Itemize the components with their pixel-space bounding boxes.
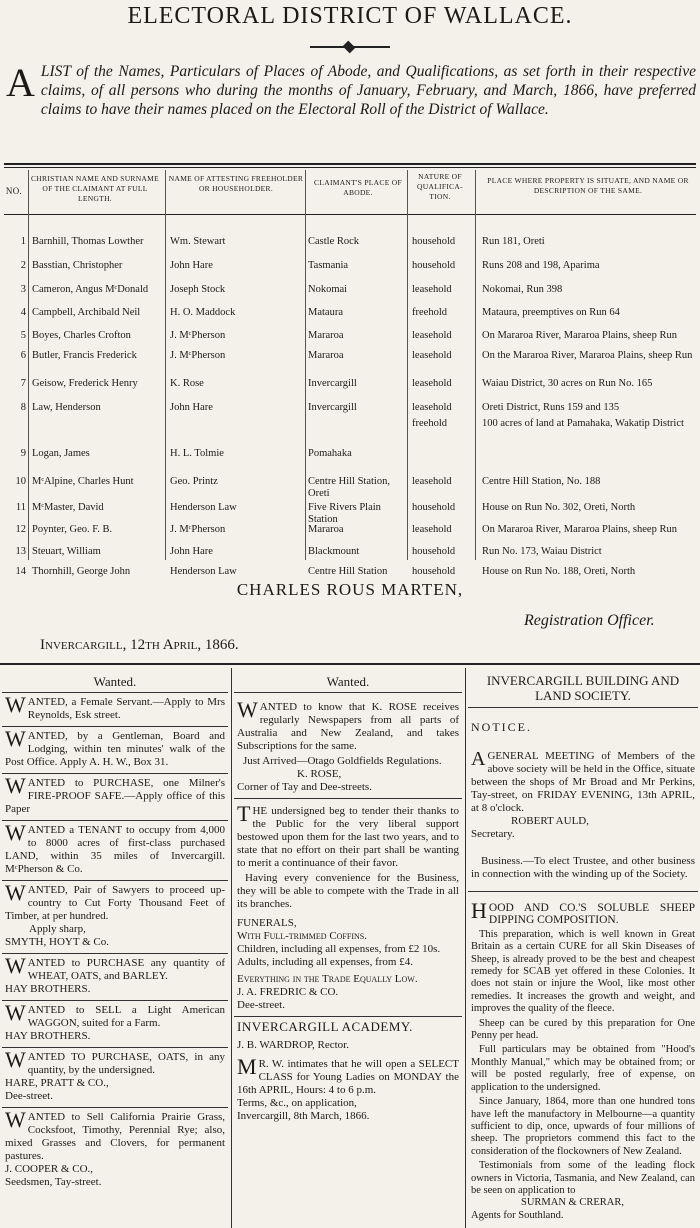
ad-extra: Apply sharp, <box>29 923 86 935</box>
table-cell-attest: H. O. Maddock <box>170 307 236 318</box>
ad-text2: Having every convenience for the Business, they will be able to compete with the Trade in all its branches. <box>237 872 459 910</box>
table-cell-place: Run 181, Oreti <box>482 236 545 247</box>
rector-line: J. B. WARDROP, Rector. <box>237 1039 349 1051</box>
wanted-ad <box>2 1108 228 1193</box>
ad-sign: J. A. FREDRIC & CO. <box>237 986 339 998</box>
table-cell-no: 13 <box>15 546 26 557</box>
drop-cap-w: W <box>5 820 26 845</box>
table-cell-name: Butler, Francis Frederick <box>32 350 137 361</box>
funerals-heading: FUNERALS, <box>237 917 297 929</box>
wanted-ad <box>2 774 228 821</box>
ad-sign2: Seedsmen, Tay-street. <box>5 1176 102 1188</box>
table-cell-attest: K. Rose <box>170 378 204 389</box>
section-rule <box>0 663 700 665</box>
table-cell-no: 12 <box>15 524 26 535</box>
ad-text: ANTED, a Female Servant.—Apply to Mrs Reynolds, Esk street. <box>27 696 225 721</box>
table-cell-no: 10 <box>15 476 26 487</box>
col-line <box>305 170 306 560</box>
table-cell-attest: Henderson Law <box>170 566 237 577</box>
table-top-rule-2 <box>4 167 696 168</box>
header-name: CHRISTIAN NAME AND SURNAME OF THE CLAIMANT AT FULL LENGTH. <box>30 174 160 203</box>
table-cell-attest: John Hare <box>170 260 213 271</box>
table-cell-nature: household <box>412 546 456 557</box>
col-line <box>28 170 29 560</box>
table-cell-place: Oreti District, Runs 159 and 135 <box>482 402 620 413</box>
table-cell-abode: Blackmount <box>308 546 360 557</box>
table-cell-nature: freehold <box>412 307 447 318</box>
header-abode: CLAIMANT'S PLACE OF ABODE. <box>314 178 402 197</box>
table-cell-no: 8 <box>20 402 26 413</box>
ad-sign: K. ROSE, <box>297 768 342 780</box>
ad-text: ANTED to PURCHASE, one Milner's FIRE-PROOF SAFE.—Apply office of this Paper <box>5 777 225 815</box>
table-cell-abode: Mararoa <box>308 330 344 341</box>
table-cell-place: Nokomai, Run 398 <box>482 284 563 295</box>
table-cell-no: 7 <box>20 378 26 389</box>
society-ad <box>468 708 698 892</box>
hood-p5: Testimonials from some of the leading flock owners in Victoria, Tasmania, and New Zealand, can be seen on application to <box>471 1160 695 1196</box>
table-cell-no: 14 <box>15 566 26 577</box>
drop-cap: A <box>6 60 35 105</box>
table-cell-attest: H. L. Tolmie <box>170 448 224 459</box>
table-cell-no: 5 <box>20 330 26 341</box>
wanted-ad <box>2 693 228 727</box>
col2-heading: Wanted. <box>234 673 462 693</box>
table-cell-name: Logan, James <box>32 448 90 459</box>
table-cell-nature: freehold <box>412 418 447 429</box>
table-cell-place: House on Run No. 302, Oreti, North <box>482 502 636 513</box>
children-price: Children, including all expenses, from £2 10s. <box>237 943 441 955</box>
table-cell-attest: Geo. Printz <box>170 476 218 487</box>
drop-cap-w: W <box>5 880 26 905</box>
table-cell-name: Campbell, Archibald Neil <box>32 307 141 318</box>
table-cell-place: Centre Hill Station, No. 188 <box>482 476 601 487</box>
drop-cap-w: W <box>237 697 258 722</box>
table-cell-nature: household <box>412 236 456 247</box>
table-top-rule <box>4 163 696 165</box>
table-cell-attest: John Hare <box>170 402 213 413</box>
ad-extra: Just Arrived—Otago Goldfields Regulations. <box>243 755 442 767</box>
table-cell-no: 4 <box>20 307 26 318</box>
table-cell-nature: leasehold <box>412 284 452 295</box>
ad-text: ANTED to SELL a Light American WAGGON, suited for a Farm. <box>27 1004 225 1029</box>
academy-ad <box>234 1017 462 1127</box>
drop-cap-w: W <box>5 1047 26 1072</box>
wanted-ad <box>2 954 228 1001</box>
header-rule <box>4 214 696 215</box>
drop-cap-w: W <box>5 1107 26 1132</box>
table-cell-name: MᶜAlpine, Charles Hunt <box>32 476 134 487</box>
table-cell-nature: leasehold <box>412 402 452 413</box>
drop-cap-w: W <box>5 953 26 978</box>
society-heading: INVERCARGILL BUILDING AND LAND SOCIETY. <box>468 673 698 708</box>
table-cell-place: On Mararoa River, Mararoa Plains, sheep Run <box>482 524 677 535</box>
meeting-text: GENERAL MEETING of Members of the above society will be held in the Office, situate between the shops of Mr Broad and Mr Perkins, Tay-street, on FRIDAY EVENING, 13th APRIL, at 8 o'clock. <box>471 750 695 814</box>
table-cell-abode: Nokomai <box>308 284 348 295</box>
ad-text: R. W. intimates that he will open a SELECT CLASS for Young Ladies on MONDAY the 16th APRIL, Hours: 4 to 6 p.m. <box>237 1058 459 1096</box>
table-cell-place: Runs 208 and 198, Aparima <box>482 260 600 271</box>
table-cell-attest: Wm. Stewart <box>170 236 226 247</box>
table-cell-name: Barnhill, Thomas Lowther <box>32 236 144 247</box>
col1-ads <box>2 693 228 1193</box>
table-cell-attest: J. MᶜPherson <box>170 330 226 341</box>
hood-ad <box>468 892 698 1226</box>
officer-title: Registration Officer. <box>524 612 655 629</box>
col1-heading: Wanted. <box>2 673 228 693</box>
academy-heading: INVERCARGILL ACADEMY. <box>237 1019 413 1034</box>
table-cell-abode: Invercargill <box>308 378 357 389</box>
table-cell-attest: J. MᶜPherson <box>170 350 226 361</box>
table-cell-name: Basstian, Christopher <box>32 260 123 271</box>
table-cell-name: Steuart, William <box>32 546 101 557</box>
table-cell-name: Thornhill, George John <box>32 566 131 577</box>
adults-price: Adults, including all expenses, from £4. <box>237 956 413 968</box>
wanted-ad <box>2 1001 228 1048</box>
table-cell-abode: Castle Rock <box>308 236 360 247</box>
table-cell-abode: Centre Hill Station, Oreti <box>308 476 390 499</box>
business-text: Business.—To elect Trustee, and other business in connection with the winding up of the Society. <box>471 855 695 880</box>
ad-sign: J. COOPER & CO., <box>5 1163 94 1175</box>
wanted-ad <box>2 821 228 881</box>
table-cell-abode: Mataura <box>308 307 343 318</box>
coffins-line: With Full-trimmed Coffins. <box>237 930 367 942</box>
table-cell-place: House on Run No. 188, Oreti, North <box>482 566 636 577</box>
drop-cap-w: W <box>5 692 26 717</box>
table-cell-abode: Mararoa <box>308 350 344 361</box>
ad-text: ANTED to PURCHASE any quantity of WHEAT, OATS, and BARLEY. <box>27 957 225 982</box>
ad-text: ANTED, by a Gentleman, Board and Lodging, within ten minutes' walk of the Post Office. Apply A. H. W., Box 31. <box>5 730 225 768</box>
ad-sign2: Dee-street. <box>237 999 285 1011</box>
table-cell-place: On the Mararoa River, Mararoa Plains, sheep Run <box>482 350 693 361</box>
table-cell-no: 1 <box>20 236 26 247</box>
academy-date: Invercargill, 8th March, 1866. <box>237 1110 370 1122</box>
table-cell-nature: leasehold <box>412 330 452 341</box>
ad-sign2: Agents for Southland. <box>471 1209 564 1221</box>
table-cell-nature: leasehold <box>412 350 452 361</box>
table-cell-place: On Mararoa River, Mararoa Plains, sheep Run <box>482 330 677 341</box>
column-divider <box>231 668 232 1228</box>
ad-sign: SURMAN & CRERAR, <box>521 1197 624 1209</box>
ad-sign: SMYTH, HOYT & Co. <box>5 936 110 948</box>
table-cell-attest: John Hare <box>170 546 213 557</box>
table-cell-nature: household <box>412 502 456 513</box>
ad-sign: HAY BROTHERS. <box>5 983 91 995</box>
wanted-ad <box>2 881 228 954</box>
table-cell-name: Law, Henderson <box>32 402 101 413</box>
table-cell-no: 9 <box>20 448 26 459</box>
header-nature: NATURE OF QUALIFICA- TION. <box>417 172 463 201</box>
col-line <box>407 170 408 560</box>
column-2 <box>234 673 462 1228</box>
drop-cap-a: A <box>471 748 486 770</box>
ad-text: ANTED TO PURCHASE, OATS, in any quantity, by the undersigned. <box>27 1051 225 1076</box>
ad-text: HE undersigned beg to tender their thanks to the Public for the very liberal support bestowed upon them for the last two years, and to state that no effort on their part shall be wanting to merit a continuance of their favor. <box>237 805 459 869</box>
table-cell-no: 6 <box>20 350 26 361</box>
table-cell-name: Geisow, Frederick Henry <box>32 378 138 389</box>
table-cell-nature: leasehold <box>412 476 452 487</box>
table-cell-attest: Joseph Stock <box>170 284 226 295</box>
officer-name: CHARLES ROUS MARTEN, <box>236 580 464 599</box>
hood-p2: Sheep can be cured by this preparation for One Penny per head. <box>471 1017 695 1042</box>
col-line <box>475 170 476 560</box>
fredric-ad <box>234 799 462 1017</box>
dateline: Invercargill, 12th April, 1866. <box>40 637 239 653</box>
table-cell-abode: Tasmania <box>308 260 349 271</box>
ad-sign: ROBERT AULD, <box>511 815 589 827</box>
table-cell-place: Run No. 173, Waiau District <box>482 546 602 557</box>
header-attest: NAME OF ATTESTING FREEHOLDER OR HOUSEHOLDER. <box>168 174 304 193</box>
table-cell-attest: Henderson Law <box>170 502 237 513</box>
drop-cap-m: M <box>237 1054 257 1079</box>
table-cell-abode: Invercargill <box>308 402 357 413</box>
hood-heading: OOD AND CO.'S SOLUBLE SHEEP DIPPING COMPOSITION. <box>488 902 695 927</box>
table-cell-abode: Centre Hill Station <box>308 566 388 577</box>
wanted-ad <box>2 727 228 774</box>
ad-sign: HAY BROTHERS. <box>5 1030 91 1042</box>
col-line <box>165 170 166 560</box>
ad-sign2: Secretary. <box>471 828 515 840</box>
ad-text: ANTED to Sell California Prairie Grass, Cocksfoot, Timothy, Perennial Rye; also, mixed Grasses and Clovers, for permanent pastures. <box>5 1111 225 1162</box>
drop-cap-t: T <box>237 801 251 826</box>
intro-paragraph <box>6 62 696 119</box>
table-cell-abode: Mararoa <box>308 524 344 535</box>
column-divider <box>465 668 466 1228</box>
table-cell-name: Boyes, Charles Crofton <box>32 330 131 341</box>
intro-text: LIST of the Names, Particulars of Places of Abode, and Qualifications, as set forth in their respective claims, of all persons who during the months of January, February, and March, 1866, have preferred claims to have their names placed on the Electoral Roll of the District of Wallace. <box>40 63 696 118</box>
table-cell-abode: Pomahaka <box>308 448 352 459</box>
drop-cap-h: H <box>471 898 487 923</box>
table-cell-place: Mataura, preemptives on Run 64 <box>482 307 620 318</box>
table-cell-no: 3 <box>20 284 26 295</box>
table-cell-no: 11 <box>15 502 26 513</box>
terms-line: Terms, &c., on application, <box>237 1097 357 1109</box>
table-cell-nature: leasehold <box>412 378 452 389</box>
page-title: ELECTORAL DISTRICT OF WALLACE. <box>127 3 573 29</box>
ad-sign: HARE, PRATT & CO., <box>5 1077 109 1089</box>
hood-p4: Since January, 1864, more than one hundred tons have left the manufactory in Melbourne—a quantity sufficient to dip, once, upwards of four millions of sheep. The proprietors commend this fact to the consideration of the flockowners of New Zealand. <box>471 1096 695 1157</box>
table-cell-name: Cameron, Angus MᶜDonald <box>32 284 149 295</box>
ad-text: ANTED, Pair of Sawyers to proceed up-country to Cut Forty Thousand Feet of Timber, at per hundred. <box>5 884 225 922</box>
ad-text: ANTED to know that K. ROSE receives regularly Newspapers from all parts of Australia and New Zealand, and takes Subscriptions for the same. <box>237 701 459 752</box>
drop-cap-w: W <box>5 1000 26 1025</box>
table-cell-place: 100 acres of land at Pamahaka, Wakatip District <box>482 418 684 429</box>
notice-heading: NOTICE. <box>471 720 532 734</box>
table-cell-name: MᶜMaster, David <box>32 502 104 513</box>
header-no: NO. <box>5 186 23 196</box>
drop-cap-w: W <box>5 773 26 798</box>
hood-p1: This preparation, which is well known in Great Britain as a certain CURE for all Skin Diseases of Sheep, is already proved to be the best and cheapest remedy for SCAB yet offered in these Colonies. It does not stain or injure the Wool, like most other remedies. It increases the growth and weight, and improves the quality of the fleece. <box>471 928 695 1015</box>
title-ornament <box>310 46 390 48</box>
hood-p3: Full particulars may be obtained from "Hood's Monthly Manual," which may be obtained from; or will be posted regularly, free of expense, on application to the undersigned. <box>471 1044 695 1093</box>
table-cell-nature: household <box>412 260 456 271</box>
drop-cap-w: W <box>5 726 26 751</box>
table-cell-nature: household <box>412 566 456 577</box>
table-cell-place: Waiau District, 30 acres on Run No. 165 <box>482 378 653 389</box>
table-cell-attest: J. MᶜPherson <box>170 524 226 535</box>
table-cell-nature: leasehold <box>412 524 452 535</box>
column-3 <box>468 673 698 1228</box>
k-rose-ad <box>234 693 462 799</box>
ad-sign2: Dee-street. <box>5 1090 53 1102</box>
table-cell-name: Poynter, Geo. F. B. <box>32 524 113 535</box>
ad-sign2: Corner of Tay and Dee-streets. <box>237 781 372 793</box>
header-place: PLACE WHERE PROPERTY IS SITUATE, AND NAME OR DESCRIPTION OF THE SAME. <box>487 176 689 195</box>
ad-text: ANTED a TENANT to occupy from 4,000 to 8000 acres of first-class purchased LAND, within 35 miles of Invercargill. MᶜPherson & Co. <box>5 824 225 875</box>
table-cell-no: 2 <box>20 260 26 271</box>
table-cell-abode: Five Rivers Plain Station <box>308 502 381 525</box>
trade-line: Everything in the Trade Equally Low. <box>237 973 418 985</box>
wanted-ad <box>2 1048 228 1108</box>
column-1 <box>2 673 228 1228</box>
